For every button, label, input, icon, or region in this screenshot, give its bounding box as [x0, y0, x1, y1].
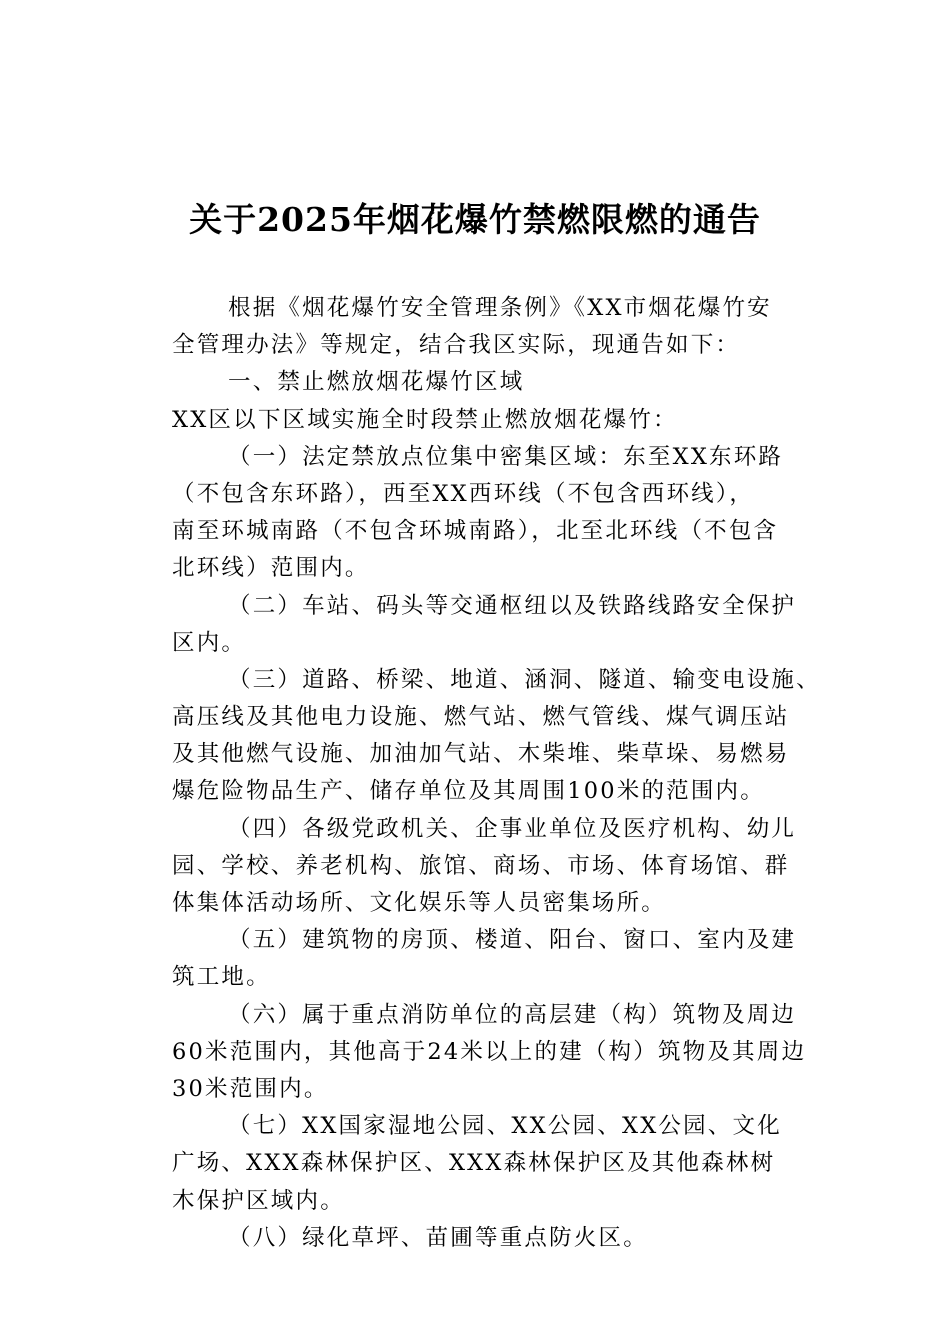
text-line: 60米范围内，其他高于24米以上的建（构）筑物及其周边 [172, 1038, 807, 1065]
text-line: 区内。 [172, 629, 247, 656]
text-line: 一、禁止燃放烟花爆竹区域 [228, 369, 525, 396]
text-line: 木保护区域内。 [172, 1187, 345, 1214]
text-line: （三）道路、桥梁、地道、涵洞、隧道、输变电设施、 [228, 666, 821, 693]
notice-body [172, 290, 832, 1257]
text-line: 及其他燃气设施、加油加气站、木柴堆、柴草垛、易燃易 [172, 741, 790, 768]
text-line: （二）车站、码头等交通枢纽以及铁路线路安全保护 [228, 592, 797, 619]
text-line: （六）属于重点消防单位的高层建（构）筑物及周边 [228, 1001, 797, 1028]
text-line: 30米范围内。 [172, 1075, 329, 1102]
text-line: （一）法定禁放点位集中密集区域：东至XX东环路 [228, 443, 784, 470]
text-line: 高压线及其他电力设施、燃气站、燃气管线、煤气调压站 [172, 704, 790, 731]
page-title: 关于2025年烟花爆竹禁燃限燃的通告 [189, 200, 761, 239]
text-line: 园、学校、养老机构、旅馆、商场、市场、体育场馆、群 [172, 852, 790, 879]
text-line: 全管理办法》等规定，结合我区实际，现通告如下： [172, 332, 741, 359]
text-line: 北环线）范围内。 [172, 555, 370, 582]
text-line: （四）各级党政机关、企事业单位及医疗机构、幼儿 [228, 815, 797, 842]
text-line: 根据《烟花爆竹安全管理条例》《XX市烟花爆竹安 [228, 295, 772, 321]
text-line: 体集体活动场所、文化娱乐等人员密集场所。 [172, 890, 667, 916]
text-line: 广场、XXX森林保护区、XXX森林保护区及其他森林树 [172, 1150, 776, 1177]
text-line: 筑工地。 [172, 964, 271, 991]
text-line: （八）绿化草坪、苗圃等重点防火区。 [228, 1224, 648, 1251]
text-line: 南至环城南路（不包含环城南路），北至北环线（不包含 [172, 518, 779, 545]
text-line: （不包含东环路），西至XX西环线（不包含西环线）， [172, 480, 755, 507]
text-line: XX区以下区域实施全时段禁止燃放烟花爆竹： [172, 406, 678, 433]
text-line: （七）XX国家湿地公园、XX公园、XX公园、文化 [228, 1113, 782, 1140]
text-line: （五）建筑物的房顶、楼道、阳台、窗口、室内及建 [228, 927, 797, 954]
text-line: 爆危险物品生产、储存单位及其周围100米的范围内。 [172, 778, 765, 805]
